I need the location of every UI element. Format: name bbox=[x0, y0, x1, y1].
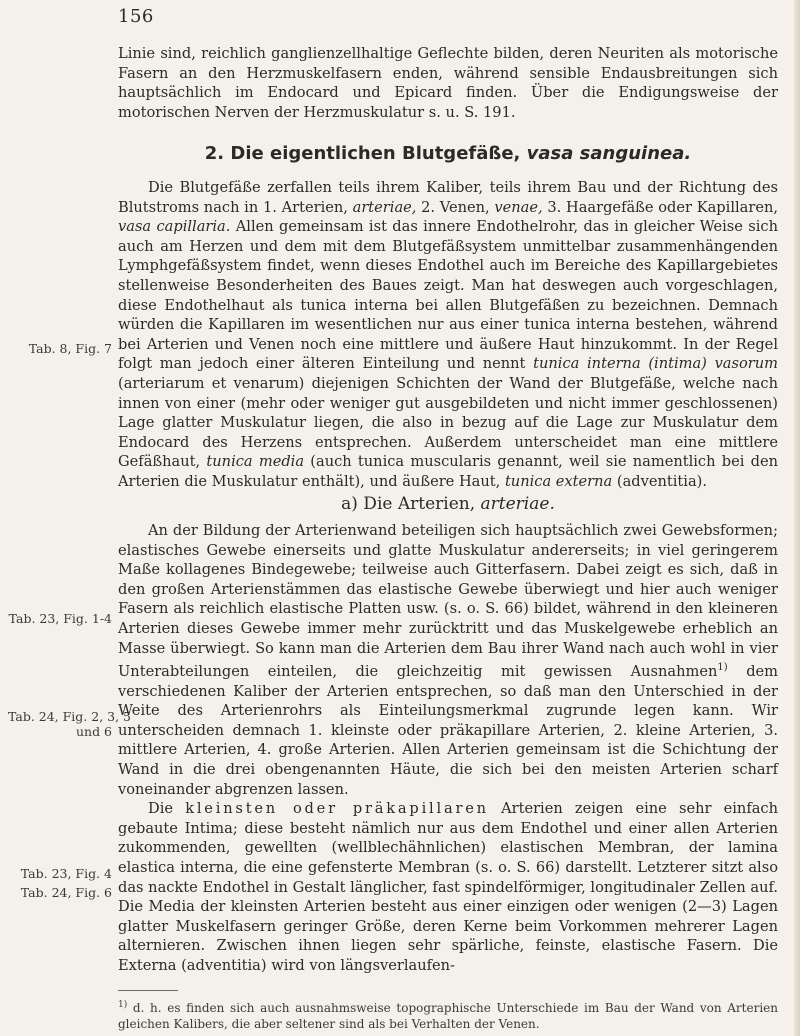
text-run: Arterien zeigen eine sehr einfach gebaute Intima; diese besteht nämlich nur aus dem Endothel und einer allen Arterien zukommenden, gewellten (wellblechähnlichen) elastischen Membran, der lamina elastica interna, die eine gefensterte Membran (s. o. S. 66) darstellt. Letzterer sitzt also das nackte Endothel in Gestalt länglicher, fast spindelförmiger, longitudinaler Zellen auf. Die Media der kleinsten Arterien besteht aus einer einzigen oder wenigen (2—3) Lagen glatter Muskelfasern geringer Größe, deren Kerne beim Vorkommen mehrerer Lagen alternieren. Zwischen ihnen liegen sehr spärliche, feinste, elastische Fasern. Die Externa (adventitia) wird von längsverlaufen- bbox=[118, 800, 779, 974]
latin-term: venae, bbox=[494, 198, 543, 216]
section-heading-latin: vasa sanguinea. bbox=[526, 143, 692, 165]
margin-note-text: Tab. 24, Fig. 2, 3, 5 bbox=[8, 709, 131, 724]
text-run: Allen gemeinsam ist das innere Endothelrohr, das in gleicher Weise sich auch am Herzen und dem mit dem Blutgefäßsystem unmittelbar zusammenhängenden Lymphgefäßsystem findet, wenn dieses Endothel auch im Bereiche des Kapillargebietes stellenweise Besonderheiten des Baues zeigt. Man hat deswegen auch vorgeschlagen, diese Endothelhaut als tunica interna bei allen Blutgefäßen zu bezeichnen. Demnach würden die Kapillaren im wesentlichen nur aus einer tunica interna bestehen, während bei Arterien und Venen noch eine mittlere und äußere Haut hinzukommt. In der Regel folgt man jedoch einer älteren Einteilung und nennt bbox=[118, 218, 778, 373]
blood-vessels-paragraph bbox=[118, 178, 778, 492]
margin-note-tab8: Tab. 8, Fig. 7 bbox=[28, 341, 112, 356]
section-heading-text: 2. Die eigentlichen Blutgefäße, bbox=[204, 143, 521, 165]
subsection-heading-latin: arteriae. bbox=[480, 494, 555, 515]
text-run: 3. Haargefäße oder Kapillaren, bbox=[547, 198, 779, 216]
page-edge bbox=[794, 0, 800, 1036]
latin-term: tunica media bbox=[206, 453, 305, 471]
footnote-text: d. h. es finden sich auch ausnahmsweise topographische Unterschiede im Bau der Wand von Arterien gleichen Kalibers, die aber seltener sind als bei Verhalten der Venen. bbox=[118, 1000, 778, 1031]
latin-term: vasa capillaria. bbox=[118, 218, 231, 236]
margin-note-tab24-fig6: Tab. 24, Fig. 6 bbox=[20, 885, 112, 900]
margin-note-sub: und 6 bbox=[75, 724, 112, 739]
latin-term: tunica interna (intima) vasorum bbox=[533, 355, 778, 373]
precapillary-paragraph bbox=[118, 799, 778, 975]
margin-note-tab23-fig1-4: Tab. 23, Fig. 1-4 bbox=[8, 611, 112, 626]
footnote-divider bbox=[118, 990, 178, 991]
margin-note-tab23-fig4: Tab. 23, Fig. 4 bbox=[20, 866, 112, 881]
arteries-paragraph bbox=[118, 521, 778, 799]
text-run: Die bbox=[148, 800, 174, 818]
section-heading bbox=[118, 144, 778, 164]
text-run: dem verschiedenen Kaliber der Arterien entsprechen, so daß man den Unterschied in der Weite des Arterienrohrs als Einteilungsmerkmal zugrunde legen kann. Wir unterscheiden demnach 1. kleinste oder präkapillare Arterien, 2. kleine Arterien, 3. mittlere Arterien, 4. große Arterien. Allen Arterien gemeinsam ist die Schichtung der Wand in die drei obengenannten Häute, die sich bei den meisten Arterien scharf voneinander abgrenzen lassen. bbox=[118, 663, 779, 798]
subsection-heading-text: a) Die Arterien, bbox=[341, 494, 476, 515]
page-body bbox=[118, 44, 778, 1032]
footnote-marker: 1) bbox=[118, 999, 128, 1010]
intro-paragraph: Linie sind, reichlich ganglienzellhaltige Geflechte bilden, deren Neuriten als motorische Fasern an den Herzmuskelfasern enden, während sensible Endausbreitungen sich hauptsächlich im Endocard und Epicard finden. Über die Endigungsweise der motorischen Nerven der Herzmuskulatur s. u. S. 191. bbox=[118, 45, 778, 121]
spaced-emphasis: kleinsten oder präkapillaren bbox=[185, 800, 489, 818]
text-run: 2. Venen, bbox=[421, 198, 490, 216]
margin-note-tab24-fig2-6 bbox=[8, 709, 131, 739]
text-run: An der Bildung der Arterienwand beteiligen sich hauptsächlich zwei Gewebsformen; elastisches Gewebe einerseits und glatte Muskulatur andererseits; in viel geringerem Maße kollagenes Bindegewebe; teilweise auch Gitterfasern. Dabei zeigt es sich, daß in den großen Arterienstämmen das elastische Gewebe überwiegt und hier auch weniger Fasern als reichlich elastische Platten usw. (s. o. S. 66) bildet, während in den kleineren Arterien dieses Gewebe immer mehr zurücktritt und das Muskelgewebe erheblich an Masse überwiegt. So kann man die Arterien dem Bau ihrer Wand nach auch wohl in vier Unterabteilungen einteilen, die gleichzeitig mit gewissen Ausnahmen bbox=[118, 522, 778, 681]
text-run: Die Blutgefäße zerfallen teils ihrem Kaliber, teils ihrem Bau und der Richtung des Blutstroms nach in 1. Arterien, bbox=[118, 178, 778, 216]
text-run: (arteriarum et venarum) diejenigen Schichten der Wand der Blutgefäße, welche nach innen von einer (mehr oder weniger gut ausgebildeten und nicht immer geschlossenen) Lage glatter Muskulatur liegen, die also in bezug auf die Lage zur Muskulatur dem Endocard des Herzens entsprechen. Außerdem unterscheidet man eine mittlere Gefäßhaut, bbox=[118, 374, 778, 471]
footnote-reference[interactable]: 1) bbox=[717, 662, 728, 674]
page-number: 156 bbox=[118, 6, 154, 27]
subsection-heading bbox=[118, 495, 778, 515]
latin-term: tunica externa bbox=[504, 472, 613, 490]
text-run: (auch tunica muscularis genannt, weil sie namentlich bei den Arterien die Muskulatur enthält), und äußere Haut, bbox=[118, 453, 779, 490]
text-run: (adventitia). bbox=[616, 472, 707, 490]
footnote bbox=[118, 997, 778, 1032]
latin-term: arteriae, bbox=[352, 198, 417, 216]
